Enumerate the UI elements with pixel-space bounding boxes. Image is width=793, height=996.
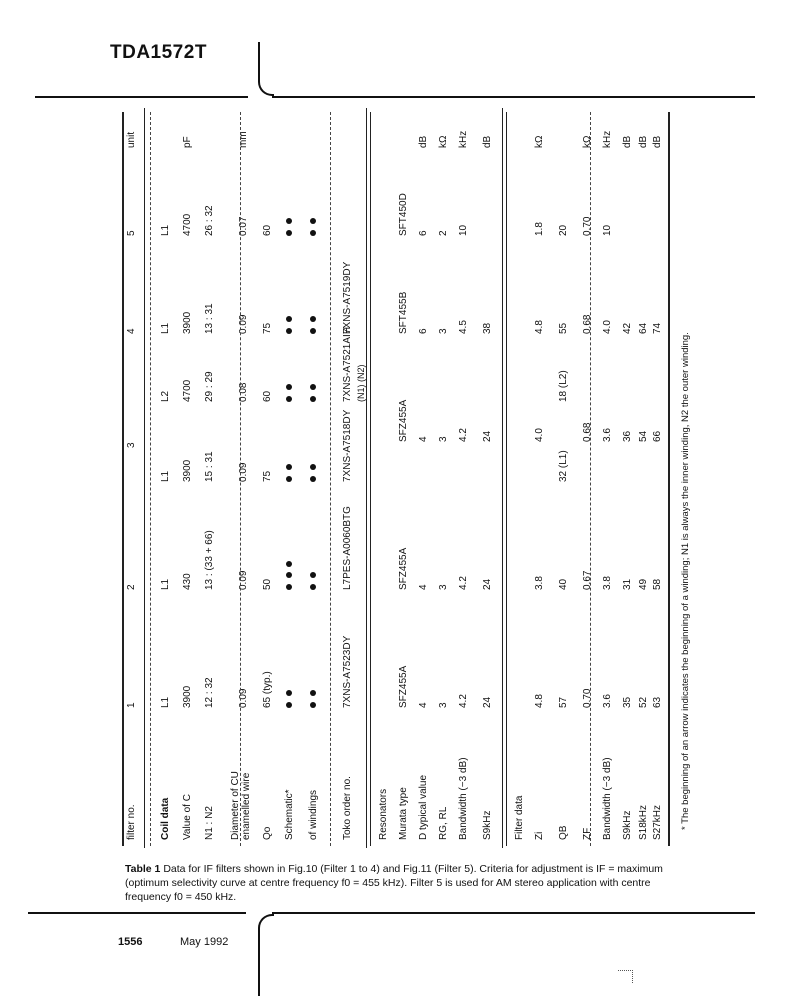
f2-qo: 50 <box>262 578 273 590</box>
f2-bw2: 3.8 <box>602 576 613 590</box>
f3-l2-n-labels: (N1) (N2) <box>356 364 366 402</box>
f3-l1-windings-dots <box>308 464 319 482</box>
row-label-bandwidth-filter: Bandwidth (−3 dB) <box>602 757 613 840</box>
row-label-qo: Qo <box>262 826 273 840</box>
f1-qb: 57 <box>558 696 569 708</box>
f1-bw: 4.2 <box>458 694 469 708</box>
f2-toko: L7PES-A0060BTG <box>342 506 353 590</box>
f1-schematic-dots <box>284 690 295 708</box>
caption-label: Table 1 <box>125 863 161 875</box>
f1-zi: 4.8 <box>534 694 545 708</box>
f4-windings-dots <box>308 316 319 334</box>
bottom-rule-left <box>28 912 246 914</box>
f2-coil: L1 <box>160 578 171 590</box>
column-separator <box>150 112 151 846</box>
f3-l1-schematic-dots <box>284 464 295 482</box>
f4-toko: 7XNS-A7519DY <box>342 261 353 334</box>
f5-qo: 60 <box>262 224 273 236</box>
f3-bw: 4.2 <box>458 428 469 442</box>
f3-l1-coil: L1 <box>160 470 171 482</box>
f2-n1n2: 13 : (33 + 66) <box>204 530 215 590</box>
column-separator <box>370 112 371 846</box>
f4-s18: 64 <box>638 322 649 334</box>
document-title: TDA1572T <box>110 42 207 63</box>
column-separator <box>330 112 331 846</box>
f5-zi: 1.8 <box>534 222 545 236</box>
row-label-n1-n2: N1 : N2 <box>204 806 215 840</box>
f1-diameter: 0.09 <box>238 688 249 708</box>
unit-s9: dB <box>482 135 493 148</box>
f1-toko: 7XNS-A7523DY <box>342 635 353 708</box>
f3-l2-qo: 60 <box>262 390 273 402</box>
row-label-d-typical: D typical value <box>418 774 429 840</box>
f3-l1-qo: 75 <box>262 470 273 482</box>
header-col-4: 4 <box>126 328 137 334</box>
f5-bw2: 10 <box>602 224 613 236</box>
unit-bw2: kHz <box>602 130 613 148</box>
f3-l2-coil: L2 <box>160 390 171 402</box>
row-label-resonators: Resonators <box>378 788 389 840</box>
row-label-filter-data: Filter data <box>514 795 525 840</box>
f2-rg: 3 <box>438 584 449 590</box>
f4-diameter: 0.09 <box>238 314 249 334</box>
f3-s9f: 36 <box>622 430 633 442</box>
f3-l2-c: 4700 <box>182 379 193 402</box>
f3-l1-c: 3900 <box>182 459 193 482</box>
f4-bw2: 4.0 <box>602 320 613 334</box>
f2-s9f: 31 <box>622 578 633 590</box>
f1-c: 3900 <box>182 685 193 708</box>
f4-qb: 55 <box>558 322 569 334</box>
row-label-s18: S18kHz <box>638 804 649 840</box>
f3-s27: 66 <box>652 430 663 442</box>
f4-n1n2: 13 : 31 <box>204 303 215 334</box>
row-label-zi: Zi <box>534 831 545 840</box>
unit-zi: kΩ <box>534 135 545 148</box>
f4-d: 6 <box>418 328 429 334</box>
f2-s27: 58 <box>652 578 663 590</box>
f1-d: 4 <box>418 702 429 708</box>
row-label-s9-filter: S9kHz <box>622 810 633 840</box>
f5-bw: 10 <box>458 224 469 236</box>
f3-l2-toko: 7XNS-A7521AIH <box>342 326 353 402</box>
row-label-diameter: Diameter of CU enamelled wire <box>230 771 252 840</box>
f3-zi: 4.0 <box>534 428 545 442</box>
f1-bw2: 3.6 <box>602 694 613 708</box>
f4-c: 3900 <box>182 311 193 334</box>
f3-d: 4 <box>418 436 429 442</box>
f1-s18: 52 <box>638 696 649 708</box>
f5-windings-dots <box>308 218 319 236</box>
unit-rg: kΩ <box>438 135 449 148</box>
f1-s9: 24 <box>482 696 493 708</box>
f3-l1-diameter: 0.09 <box>238 462 249 482</box>
f5-diameter: 0.07 <box>238 216 249 236</box>
table-footnote: * The beginning of an arrow indicates the beginning of a winding; N1 is always the inner winding, N2 the outer winding. <box>680 332 691 830</box>
f4-schematic-dots <box>284 316 295 334</box>
f3-l2-schematic-dots <box>284 384 295 402</box>
page-number: 1556 <box>118 936 143 948</box>
table-caption <box>125 862 685 904</box>
f2-c: 430 <box>182 573 193 590</box>
f4-bw: 4.5 <box>458 320 469 334</box>
f1-coil: L1 <box>160 696 171 708</box>
f2-murata: SFZ455A <box>398 547 409 590</box>
row-label-coil-data: Coil data <box>160 797 171 840</box>
row-label-rg-rl: RG, RL <box>438 806 449 840</box>
top-rule-fold <box>258 42 274 96</box>
f4-coil: L1 <box>160 322 171 334</box>
unit-diameter: mm <box>238 131 249 148</box>
f4-qo: 75 <box>262 322 273 334</box>
unit-s9f: dB <box>622 135 633 148</box>
unit-s18: dB <box>638 135 649 148</box>
f4-murata: SFT455B <box>398 291 409 334</box>
f3-bw2: 3.6 <box>602 428 613 442</box>
f5-murata: SFT450D <box>398 193 409 236</box>
unit-s27: dB <box>652 135 663 148</box>
column-separator <box>506 112 507 846</box>
f1-s9f: 35 <box>622 696 633 708</box>
f2-qb: 40 <box>558 578 569 590</box>
f2-zi: 3.8 <box>534 576 545 590</box>
row-label-bandwidth-res: Bandwidth (−3 dB) <box>458 757 469 840</box>
corner-mark <box>618 970 633 983</box>
row-label-s9-res: S9kHz <box>482 810 493 840</box>
bottom-rule-fold <box>258 914 274 996</box>
bottom-rule-right <box>272 912 755 914</box>
header-col-1: 1 <box>126 702 137 708</box>
row-label-s27: S27kHz <box>652 804 663 840</box>
f1-murata: SFZ455A <box>398 665 409 708</box>
f5-coil: L1 <box>160 224 171 236</box>
f1-s27: 63 <box>652 696 663 708</box>
unit-d: dB <box>418 135 429 148</box>
f3-l1-qb: 32 (L1) <box>558 450 569 482</box>
f1-zf: 0.70 <box>582 688 593 708</box>
row-label-qb: QB <box>558 825 569 840</box>
f5-rg: 2 <box>438 230 449 236</box>
header-col-unit: unit <box>126 131 137 148</box>
f3-l2-diameter: 0.08 <box>238 382 249 402</box>
f3-l2-qb: 18 (L2) <box>558 370 569 402</box>
f1-qo: 65 (typ.) <box>262 671 273 708</box>
f3-l2-windings-dots <box>308 384 319 402</box>
f5-n1n2: 26 : 32 <box>204 205 215 236</box>
f4-rg: 3 <box>438 328 449 334</box>
f3-l1-n1n2: 15 : 31 <box>204 451 215 482</box>
top-rule-right <box>272 96 755 98</box>
f5-c: 4700 <box>182 213 193 236</box>
f5-schematic-dots <box>284 218 295 236</box>
f4-zf: 0.68 <box>582 314 593 334</box>
f1-windings-dots <box>308 690 319 708</box>
f2-bw: 4.2 <box>458 576 469 590</box>
f4-s9: 38 <box>482 322 493 334</box>
f2-schematic-dots <box>284 561 295 590</box>
top-rule-left <box>35 96 248 98</box>
column-separator <box>240 112 241 846</box>
f2-zf: 0.67 <box>582 570 593 590</box>
row-label-value-of-c: Value of C <box>182 794 193 840</box>
f5-qb: 20 <box>558 224 569 236</box>
unit-zf: kΩ <box>582 135 593 148</box>
f3-zf: 0.68 <box>582 422 593 442</box>
f2-windings-dots <box>308 572 319 590</box>
row-label-schematic: Schematic* <box>284 789 295 840</box>
f5-zf: 0.70 <box>582 216 593 236</box>
header-col-5: 5 <box>126 230 137 236</box>
row-label-toko: Toko order no. <box>342 776 353 840</box>
row-label-windings: of windings <box>308 789 319 840</box>
f2-diameter: 0.09 <box>238 570 249 590</box>
footer-date: May 1992 <box>180 936 229 948</box>
column-separator <box>590 112 591 846</box>
f2-d: 4 <box>418 584 429 590</box>
f3-rg: 3 <box>438 436 449 442</box>
rotated-table <box>120 108 663 848</box>
f2-s18: 49 <box>638 578 649 590</box>
f3-l1-toko: 7XNS-A7518DY <box>342 409 353 482</box>
f4-s27: 74 <box>652 322 663 334</box>
header-filter-no: filter no. <box>126 804 137 840</box>
f3-l2-n1n2: 29 : 29 <box>204 371 215 402</box>
f1-rg: 3 <box>438 702 449 708</box>
f4-zi: 4.8 <box>534 320 545 334</box>
row-label-murata: Murata type <box>398 787 409 840</box>
row-label-zf: ZF <box>582 827 593 840</box>
unit-c: pF <box>182 136 193 148</box>
f3-s18: 54 <box>638 430 649 442</box>
header-col-2: 2 <box>126 584 137 590</box>
f3-murata: SFZ455A <box>398 399 409 442</box>
f5-d: 6 <box>418 230 429 236</box>
f4-s9f: 42 <box>622 322 633 334</box>
caption-text: Data for IF filters shown in Fig.10 (Filter 1 to 4) and Fig.11 (Filter 5). Criteria for adjustment is IF = maximum (optimum selectivity curve at centre frequency f0 = 455 kHz). Filter 5 is used for AM stereo application with centre frequency f0 = 450 kHz. <box>125 863 663 903</box>
f1-n1n2: 12 : 32 <box>204 677 215 708</box>
header-col-3: 3 <box>126 442 137 448</box>
f3-s9: 24 <box>482 430 493 442</box>
f2-s9: 24 <box>482 578 493 590</box>
unit-bw: kHz <box>458 130 469 148</box>
